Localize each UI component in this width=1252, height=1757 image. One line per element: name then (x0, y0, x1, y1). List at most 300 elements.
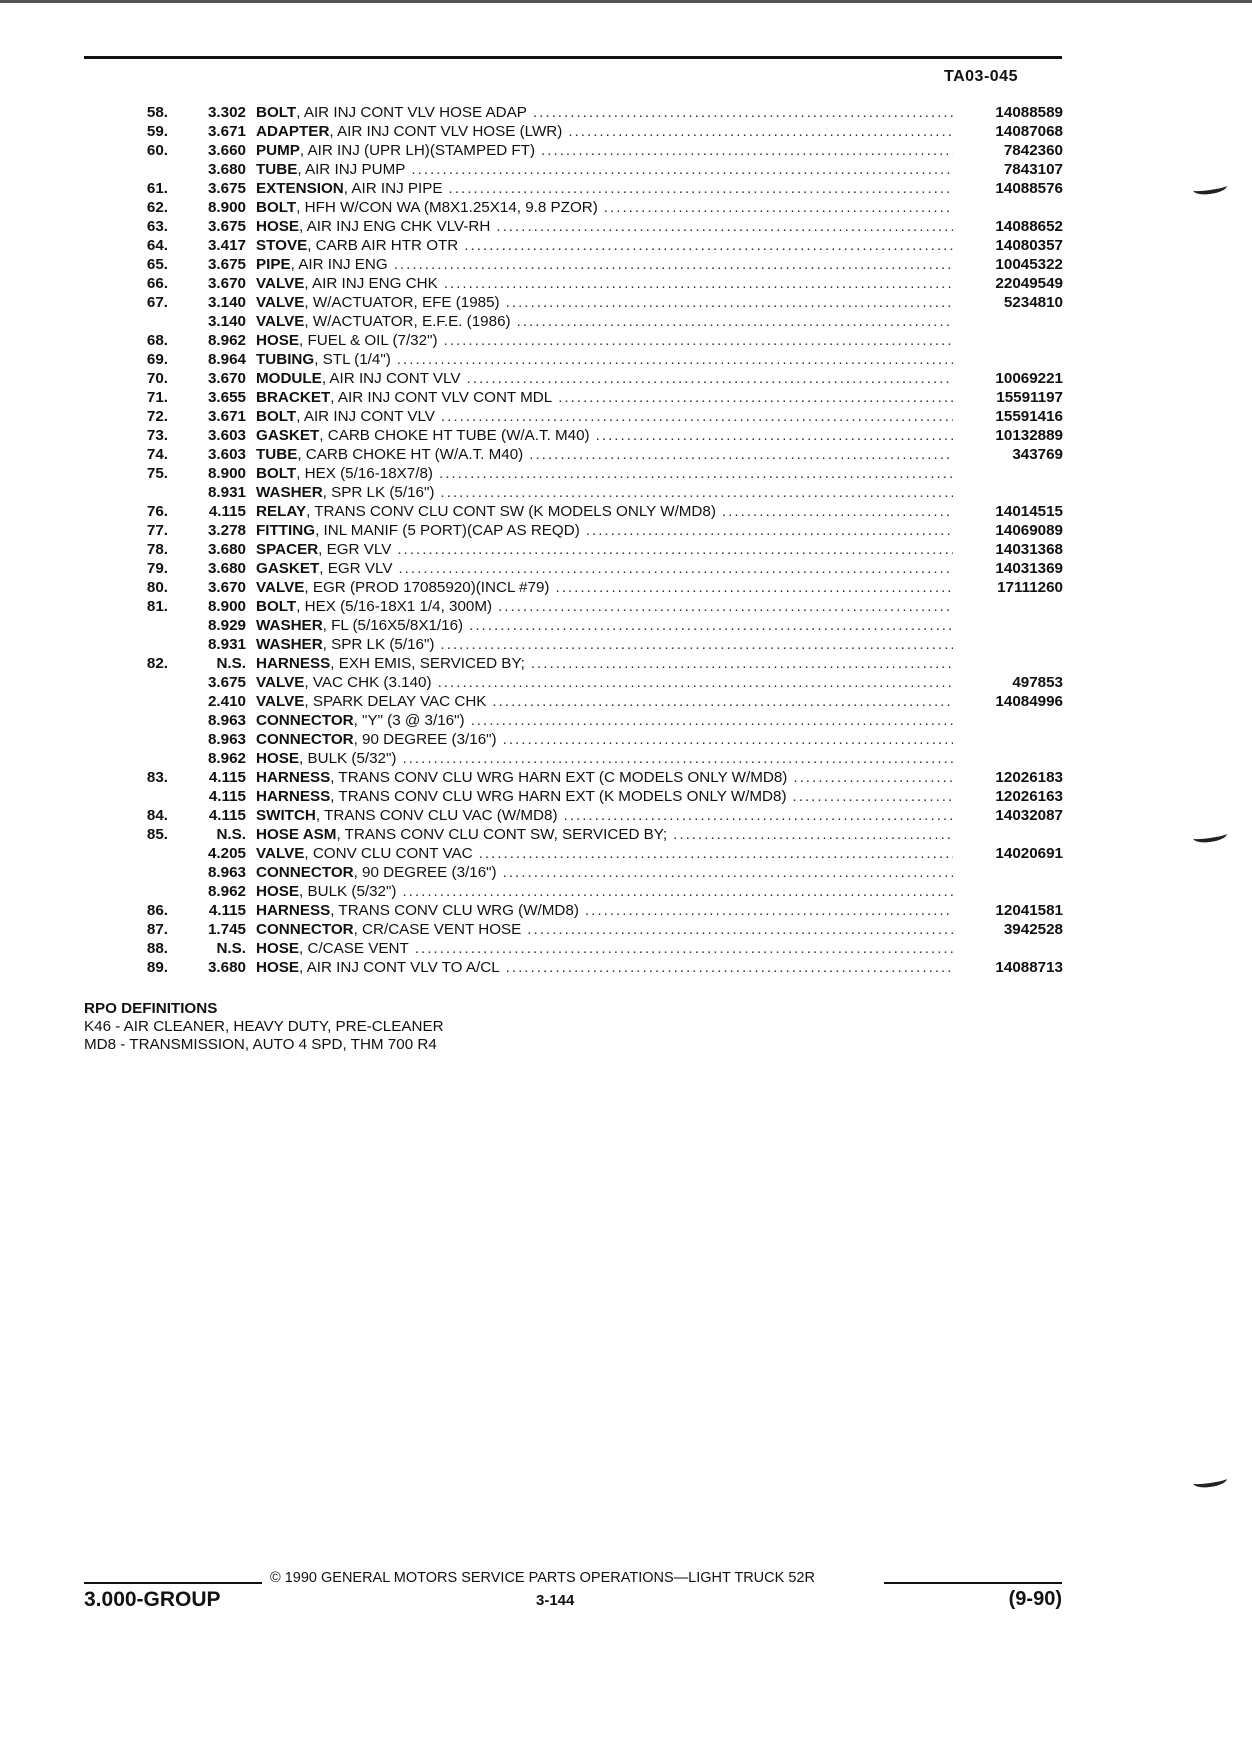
dot-leader (438, 673, 953, 692)
part-description (256, 445, 953, 464)
dot-leader (441, 407, 953, 426)
part-number: 10069221 (995, 370, 1063, 387)
part-name: TUBE (256, 446, 298, 463)
part-description (256, 958, 953, 977)
part-name: WASHER (256, 636, 323, 653)
dot-leader (673, 825, 953, 844)
group-number: 2.410 (207, 693, 246, 710)
part-row (108, 255, 1063, 274)
dot-leader (444, 331, 953, 350)
dot-leader (793, 787, 953, 806)
part-number: 14084996 (995, 693, 1063, 710)
part-number: 14031369 (995, 560, 1063, 577)
part-number: 12026163 (995, 788, 1063, 805)
part-detail: , 90 DEGREE (3/16") (353, 731, 497, 748)
item-number: 88. (146, 940, 168, 957)
part-detail: , EXH EMIS, SERVICED BY; (330, 655, 525, 672)
item-number: 67. (146, 294, 168, 311)
part-name: GASKET (256, 560, 320, 577)
part-detail: , AIR INJ (UPR LH)(STAMPED FT) (299, 142, 536, 159)
part-row (108, 274, 1063, 293)
part-name: VALVE (256, 693, 305, 710)
part-detail: , EGR (PROD 17085920)(INCL #79) (304, 579, 550, 596)
part-name: HOSE (256, 332, 300, 349)
item-number: 60. (146, 142, 168, 159)
part-name: BOLT (256, 408, 297, 425)
part-number: 15591197 (996, 389, 1063, 406)
part-description (256, 483, 953, 502)
part-description (256, 711, 953, 730)
dot-leader (439, 464, 953, 483)
parts-list (108, 103, 1063, 977)
part-detail: , AIR INJ PUMP (297, 161, 406, 178)
part-row (108, 407, 1063, 426)
part-description (256, 863, 953, 882)
part-description (256, 597, 953, 616)
part-name: CONNECTOR (256, 921, 354, 938)
group-number: 4.115 (208, 788, 246, 805)
part-detail: , C/CASE VENT (299, 940, 409, 957)
group-number: 3.675 (207, 674, 246, 691)
rpo-line: K46 - AIR CLEANER, HEAVY DUTY, PRE-CLEANER (84, 1018, 444, 1035)
part-row (108, 939, 1063, 958)
rpo-line: MD8 - TRANSMISSION, AUTO 4 SPD, THM 700 R4 (84, 1036, 437, 1053)
item-number: 78. (146, 541, 168, 558)
part-row (108, 749, 1063, 768)
part-detail: , AIR INJ CONT VLV HOSE ADAP (296, 104, 527, 121)
part-row (108, 160, 1063, 179)
part-detail: , EGR VLV (319, 560, 393, 577)
part-row (108, 331, 1063, 350)
item-number: 74. (146, 446, 168, 463)
part-detail: , HEX (5/16-18X1 1/4, 300M) (296, 598, 493, 615)
group-number: 4.115 (208, 769, 246, 786)
part-detail: , CARB CHOKE HT (W/A.T. M40) (297, 446, 524, 463)
part-description (256, 198, 953, 217)
part-description (256, 502, 953, 521)
item-number: 69. (146, 351, 168, 368)
group-number: 8.963 (207, 864, 246, 881)
part-row (108, 502, 1063, 521)
part-name: BOLT (256, 598, 297, 615)
part-row (108, 958, 1063, 977)
item-number: 61. (146, 180, 168, 197)
dot-leader (397, 540, 953, 559)
part-name: HOSE (256, 218, 300, 235)
part-row (108, 198, 1063, 217)
part-description (256, 274, 953, 293)
part-row (108, 844, 1063, 863)
part-name: SPACER (256, 541, 319, 558)
part-description (256, 103, 953, 122)
dot-leader (402, 882, 953, 901)
part-row (108, 901, 1063, 920)
part-description (256, 654, 953, 673)
dot-leader (503, 863, 953, 882)
group-number: N.S. (216, 655, 246, 672)
dot-leader (444, 274, 953, 293)
footer-copyright: © 1990 GENERAL MOTORS SERVICE PARTS OPERATIONS—LIGHT TRUCK 52R (270, 1570, 815, 1586)
part-detail: , BULK (5/32") (299, 750, 397, 767)
part-description (256, 236, 953, 255)
item-number: 73. (146, 427, 168, 444)
part-row (108, 635, 1063, 654)
part-row (108, 350, 1063, 369)
part-description (256, 426, 953, 445)
part-name: BOLT (256, 465, 297, 482)
part-name: VALVE (256, 674, 305, 691)
part-name: CONNECTOR (256, 731, 354, 748)
group-number: 4.115 (208, 503, 246, 520)
dot-leader (496, 217, 953, 236)
item-number: 85. (146, 826, 168, 843)
group-number: 3.302 (207, 104, 246, 121)
part-row (108, 445, 1063, 464)
group-number: 3.417 (207, 237, 246, 254)
group-number: 3.140 (207, 294, 246, 311)
part-row (108, 369, 1063, 388)
part-detail: , INL MANIF (5 PORT)(CAP AS REQD) (315, 522, 580, 539)
part-detail: , HEX (5/16-18X7/8) (296, 465, 433, 482)
part-description (256, 920, 953, 939)
item-number: 80. (146, 579, 168, 596)
part-row (108, 312, 1063, 331)
group-number: 3.675 (207, 180, 246, 197)
group-number: N.S. (216, 940, 246, 957)
group-number: 3.670 (207, 275, 246, 292)
part-row (108, 768, 1063, 787)
part-description (256, 369, 953, 388)
part-name: CONNECTOR (256, 712, 354, 729)
part-number: 17111260 (997, 579, 1063, 596)
group-number: 3.671 (207, 408, 246, 425)
part-name: BRACKET (256, 389, 331, 406)
part-description (256, 730, 953, 749)
dot-leader (411, 160, 953, 179)
part-row (108, 578, 1063, 597)
group-number: 1.745 (207, 921, 246, 938)
part-number: 7843107 (1003, 161, 1063, 178)
group-number: 3.603 (207, 446, 246, 463)
part-description (256, 160, 953, 179)
group-number: 3.278 (207, 522, 246, 539)
part-name: VALVE (256, 845, 305, 862)
group-number: 3.675 (207, 256, 246, 273)
dot-leader (503, 730, 953, 749)
part-description (256, 673, 953, 692)
group-number: 8.962 (207, 750, 246, 767)
part-number: 14014515 (995, 503, 1063, 520)
item-number: 87. (146, 921, 168, 938)
binder-hole-mark (1192, 1473, 1227, 1490)
part-detail: , W/ACTUATOR, EFE (1985) (304, 294, 500, 311)
dot-leader (449, 179, 953, 198)
document-code: TA03-045 (944, 68, 1018, 85)
item-number: 58. (146, 104, 168, 121)
part-row (108, 388, 1063, 407)
part-row (108, 692, 1063, 711)
group-number: 3.140 (207, 313, 246, 330)
item-number: 89. (146, 959, 168, 976)
part-description (256, 616, 953, 635)
part-name: HOSE (256, 959, 300, 976)
part-description (256, 882, 953, 901)
part-row (108, 711, 1063, 730)
part-number: 14088576 (995, 180, 1063, 197)
part-number: 5234810 (1003, 294, 1063, 311)
group-number: 3.680 (207, 541, 246, 558)
group-number: 8.900 (207, 598, 246, 615)
dot-leader (469, 616, 953, 635)
part-number: 14031368 (995, 541, 1063, 558)
dot-leader (527, 920, 953, 939)
dot-leader (564, 806, 953, 825)
part-description (256, 293, 953, 312)
part-number: 14088713 (995, 959, 1063, 976)
item-number: 68. (146, 332, 168, 349)
part-description (256, 464, 953, 483)
part-number: 12026183 (995, 769, 1063, 786)
part-detail: , FL (5/16X5/8X1/16) (322, 617, 464, 634)
part-description (256, 141, 953, 160)
dot-leader (467, 369, 953, 388)
part-detail: , AIR INJ CONT VLV TO A/CL (299, 959, 500, 976)
item-number: 72. (146, 408, 168, 425)
part-detail: , 90 DEGREE (3/16") (353, 864, 497, 881)
part-detail: , TRANS CONV CLU CONT SW (K MODELS ONLY W/MD8) (306, 503, 716, 520)
item-number: 77. (146, 522, 168, 539)
part-name: BOLT (256, 199, 297, 216)
part-number: 10132889 (995, 427, 1063, 444)
item-number: 65. (146, 256, 168, 273)
part-row (108, 426, 1063, 445)
dot-leader (585, 901, 953, 920)
part-row (108, 730, 1063, 749)
part-description (256, 255, 953, 274)
part-description (256, 540, 953, 559)
dot-leader (440, 635, 953, 654)
part-detail: , CONV CLU CONT VAC (304, 845, 473, 862)
part-row (108, 540, 1063, 559)
part-description (256, 217, 953, 236)
footer-rule-right (884, 1582, 1062, 1584)
item-number: 82. (146, 655, 168, 672)
dot-leader (533, 103, 953, 122)
dot-leader (397, 350, 953, 369)
group-number: 4.115 (208, 902, 246, 919)
part-detail: , TRANS CONV CLU CONT SW, SERVICED BY; (336, 826, 668, 843)
part-number: 14088589 (995, 104, 1063, 121)
part-row (108, 217, 1063, 236)
part-number: 3942528 (1003, 921, 1063, 938)
dot-leader (793, 768, 953, 787)
dot-leader (440, 483, 953, 502)
group-number: 4.205 (207, 845, 246, 862)
dot-leader (517, 312, 953, 331)
part-name: CONNECTOR (256, 864, 354, 881)
dot-leader (398, 559, 953, 578)
dot-leader (529, 445, 953, 464)
part-detail: , AIR INJ ENG (290, 256, 388, 273)
part-detail: , STL (1/4") (314, 351, 391, 368)
dot-leader (531, 654, 953, 673)
part-name: FITTING (256, 522, 316, 539)
item-number: 64. (146, 237, 168, 254)
footer-date: (9-90) (1008, 1588, 1062, 1610)
part-name: RELAY (256, 503, 307, 520)
part-row (108, 483, 1063, 502)
item-number: 63. (146, 218, 168, 235)
part-detail: , FUEL & OIL (7/32") (299, 332, 438, 349)
dot-leader (555, 578, 953, 597)
part-row (108, 179, 1063, 198)
group-number: 3.670 (207, 370, 246, 387)
part-description (256, 312, 953, 331)
part-row (108, 654, 1063, 673)
part-name: MODULE (256, 370, 322, 387)
part-detail: , AIR INJ CONT VLV (296, 408, 435, 425)
item-number: 62. (146, 199, 168, 216)
group-number: 8.931 (207, 636, 246, 653)
scan-edge (0, 0, 1252, 3)
part-description (256, 350, 953, 369)
part-row (108, 806, 1063, 825)
part-detail: , AIR INJ PIPE (343, 180, 443, 197)
item-number: 79. (146, 560, 168, 577)
part-row (108, 920, 1063, 939)
part-description (256, 331, 953, 350)
part-name: HOSE ASM (256, 826, 337, 843)
part-name: ADAPTER (256, 123, 330, 140)
part-row (108, 825, 1063, 844)
item-number: 75. (146, 465, 168, 482)
part-detail: , TRANS CONV CLU WRG HARN EXT (C MODELS ONLY W/MD8) (330, 769, 788, 786)
part-description (256, 787, 953, 806)
item-number: 83. (146, 769, 168, 786)
part-name: HARNESS (256, 655, 331, 672)
footer-group: 3.000-GROUP (84, 1588, 221, 1611)
part-number: 7842360 (1003, 142, 1063, 159)
part-description (256, 521, 953, 540)
part-name: PIPE (256, 256, 291, 273)
part-detail: , HFH W/CON WA (M8X1.25X14, 9.8 PZOR) (296, 199, 598, 216)
group-number: N.S. (216, 826, 246, 843)
item-number: 59. (146, 123, 168, 140)
group-number: 8.963 (207, 731, 246, 748)
part-detail: , TRANS CONV CLU WRG (W/MD8) (330, 902, 579, 919)
part-detail: , CARB AIR HTR OTR (307, 237, 459, 254)
part-name: HARNESS (256, 769, 331, 786)
group-number: 8.963 (207, 712, 246, 729)
part-description (256, 901, 953, 920)
part-description (256, 635, 953, 654)
part-description (256, 844, 953, 863)
dot-leader (498, 597, 953, 616)
part-description (256, 122, 953, 141)
part-name: HOSE (256, 940, 300, 957)
part-detail: , "Y" (3 @ 3/16") (353, 712, 465, 729)
part-description (256, 939, 953, 958)
item-number: 71. (146, 389, 168, 406)
dot-leader (464, 236, 953, 255)
part-name: HARNESS (256, 902, 331, 919)
part-number: 15591416 (995, 408, 1063, 425)
part-row (108, 559, 1063, 578)
part-detail: , SPR LK (5/16") (322, 636, 435, 653)
group-number: 3.675 (207, 218, 246, 235)
part-name: VALVE (256, 294, 305, 311)
dot-leader (492, 692, 953, 711)
part-detail: , AIR INJ CONT VLV HOSE (LWR) (329, 123, 563, 140)
part-description (256, 388, 953, 407)
page-number: 3-144 (536, 1592, 575, 1609)
part-row (108, 882, 1063, 901)
part-detail: , BULK (5/32") (299, 883, 397, 900)
binder-hole-mark (1192, 828, 1227, 845)
part-row (108, 616, 1063, 635)
part-detail: , W/ACTUATOR, E.F.E. (1986) (304, 313, 511, 330)
binder-hole-mark (1192, 180, 1227, 197)
part-detail: , AIR INJ CONT VLV (321, 370, 461, 387)
part-row (108, 597, 1063, 616)
item-number: 66. (146, 275, 168, 292)
dot-leader (558, 388, 953, 407)
part-detail: , AIR INJ CONT VLV CONT MDL (330, 389, 553, 406)
part-description (256, 407, 953, 426)
part-number: 10045322 (995, 256, 1063, 273)
item-number: 86. (146, 902, 168, 919)
dot-leader (394, 255, 953, 274)
part-row (108, 293, 1063, 312)
part-detail: , TRANS CONV CLU WRG HARN EXT (K MODELS ONLY W/MD8) (330, 788, 787, 805)
part-name: VALVE (256, 275, 305, 292)
part-detail: , AIR INJ ENG CHK (304, 275, 438, 292)
item-number: 81. (146, 598, 168, 615)
group-number: 3.603 (207, 427, 246, 444)
part-description (256, 768, 953, 787)
group-number: 8.962 (207, 883, 246, 900)
part-detail: , CARB CHOKE HT TUBE (W/A.T. M40) (319, 427, 590, 444)
part-name: VALVE (256, 579, 305, 596)
part-detail: , SPARK DELAY VAC CHK (304, 693, 487, 710)
dot-leader (402, 749, 953, 768)
header-rule (84, 56, 1062, 59)
part-detail: , VAC CHK (3.140) (304, 674, 432, 691)
part-number: 12041581 (995, 902, 1063, 919)
part-number: 497853 (1012, 674, 1063, 691)
part-row (108, 103, 1063, 122)
part-row (108, 787, 1063, 806)
group-number: 3.680 (207, 560, 246, 577)
part-description (256, 578, 953, 597)
group-number: 8.900 (207, 199, 246, 216)
group-number: 3.680 (207, 161, 246, 178)
rpo-title: RPO DEFINITIONS (84, 1000, 218, 1017)
rpo-definitions (84, 1000, 444, 1054)
part-number: 14020691 (995, 845, 1063, 862)
dot-leader (506, 293, 953, 312)
footer-rule-left (84, 1582, 262, 1584)
part-name: HOSE (256, 883, 300, 900)
dot-leader (479, 844, 953, 863)
part-description (256, 749, 953, 768)
part-description (256, 692, 953, 711)
part-name: WASHER (256, 484, 323, 501)
part-name: WASHER (256, 617, 323, 634)
part-name: GASKET (256, 427, 320, 444)
group-number: 3.671 (207, 123, 246, 140)
dot-leader (506, 958, 953, 977)
